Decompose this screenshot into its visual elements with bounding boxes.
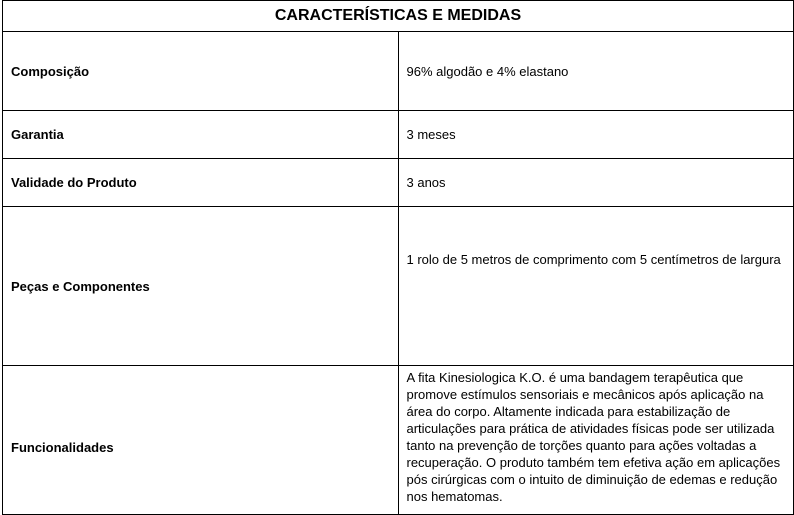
specifications-table	[2, 0, 794, 515]
row-label-composicao: Composição	[3, 32, 399, 111]
table-row	[3, 111, 794, 159]
row-value-funcionalidades: A fita Kinesiologica K.O. é uma bandagem terapêutica que promove estímulos sensoriais e mecânicos após aplicação na área do corpo. Altamente indicada para estabilização de articulações para prática de atividades físicas pode ser utilizada tanto na prevenção de torções quanto para ações voltadas a recuperação. O produto também tem efetiva ação em aplicações pós cirúrgicas com o intuito de diminuição de edemas e redução nos hematomas.	[398, 366, 794, 515]
row-value-pecas: 1 rolo de 5 metros de comprimento com 5 centímetros de largura	[398, 207, 794, 366]
table-row	[3, 207, 794, 366]
row-label-pecas: Peças e Componentes	[3, 207, 399, 366]
row-value-garantia: 3 meses	[398, 111, 794, 159]
table-title: CARACTERÍSTICAS E MEDIDAS	[3, 1, 794, 32]
row-label-funcionalidades: Funcionalidades	[3, 366, 399, 515]
table-header-row	[3, 1, 794, 32]
table-row	[3, 159, 794, 207]
row-value-composicao: 96% algodão e 4% elastano	[398, 32, 794, 111]
row-label-validade: Validade do Produto	[3, 159, 399, 207]
table-row	[3, 366, 794, 515]
row-value-validade: 3 anos	[398, 159, 794, 207]
table-row	[3, 32, 794, 111]
row-label-garantia: Garantia	[3, 111, 399, 159]
